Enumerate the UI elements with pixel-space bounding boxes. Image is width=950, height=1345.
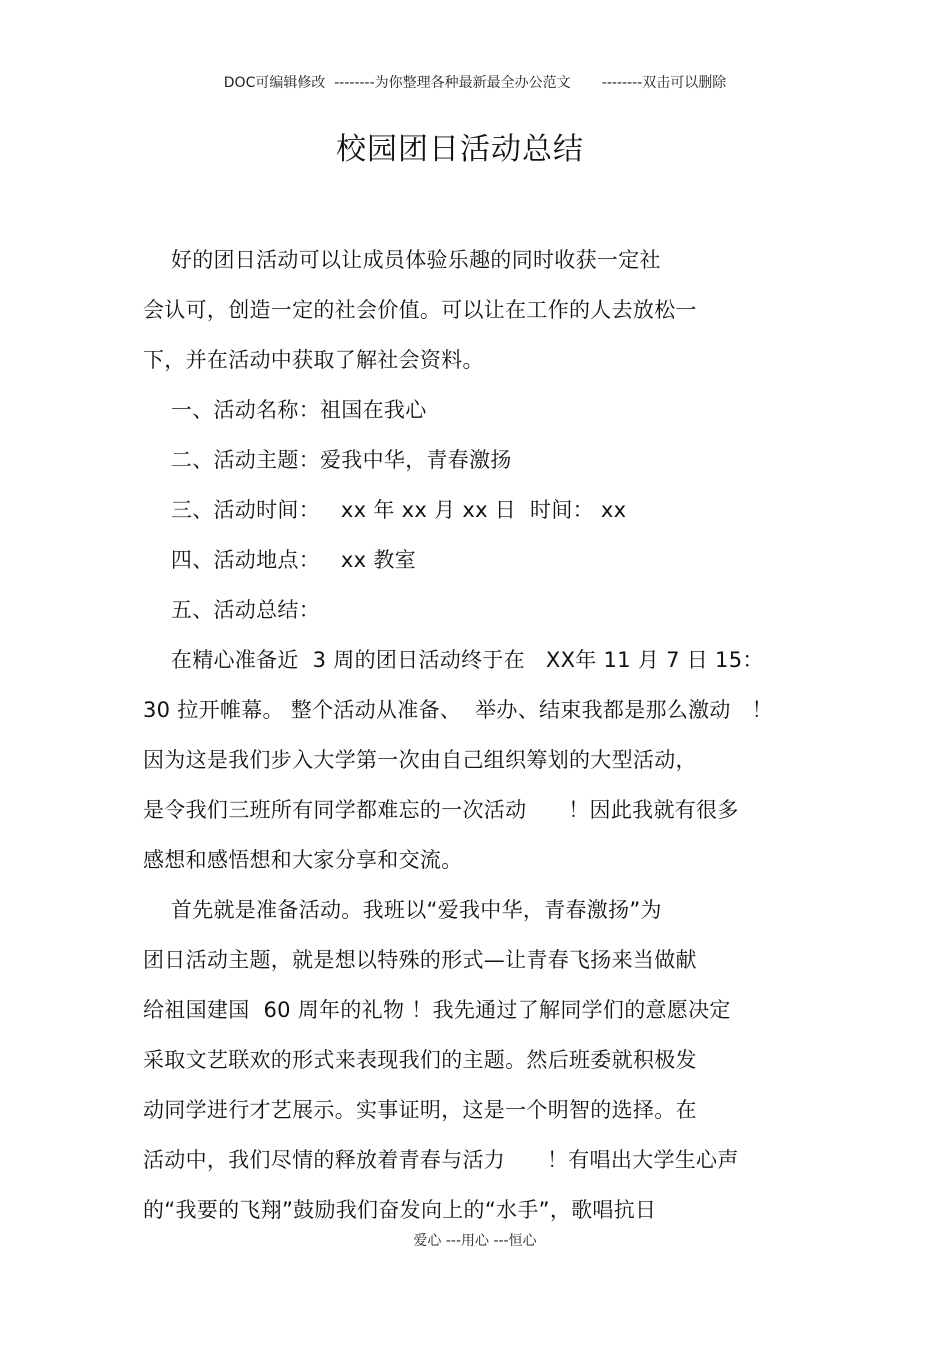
body-line: 是令我们三班所有同学都难忘的一次活动 ！因此我就有很多: [143, 798, 739, 822]
body-line: 下，并在活动中获取了解社会资料。: [143, 348, 484, 372]
body-line: 采取文艺联欢的形式来表现我们的主题。然后班委就积极发: [143, 1048, 697, 1072]
page-footer: 爱心 ---用心 ---恒心: [413, 1233, 537, 1249]
body-line: 五、活动总结：: [143, 598, 321, 622]
body-line: 会认可，创造一定的社会价值。可以让在工作的人去放松一: [143, 298, 697, 322]
body-line: 在精心准备近 3 周的团日活动终于在 XX年 11 月 7 日 15：: [143, 648, 764, 672]
body-line: 动同学进行才艺展示。实事证明，这是一个明智的选择。在: [143, 1098, 697, 1122]
body-line: 30 拉开帷幕。 整个活动从准备、 举办、结束我都是那么激动 ！: [143, 698, 773, 722]
body-line: 团日活动主题，就是想以特殊的形式—让青春飞扬来当做献: [143, 948, 697, 972]
body-line: 三、活动时间： xx 年 xx 月 xx 日 时间： xx: [143, 498, 627, 522]
body-line: 给祖国建国 60 周年的礼物 ！我先通过了解同学们的意愿决定: [143, 998, 731, 1022]
body-line: 活动中，我们尽情的释放着青春与活力 ！有唱出大学生心声: [143, 1148, 739, 1172]
body-line: 感想和感悟想和大家分享和交流。: [143, 848, 463, 872]
body-line: 一、活动名称：祖国在我心: [143, 398, 427, 422]
body-line: 首先就是准备活动。我班以“爱我中华，青春激扬”为: [143, 898, 662, 922]
body-line: 四、活动地点： xx 教室: [143, 548, 416, 572]
body-line: 的“我要的飞翔”鼓励我们奋发向上的“水手”，歌唱抗日: [143, 1198, 657, 1222]
body-line: 二、活动主题：爱我中华，青春激扬: [143, 448, 512, 472]
body-line: 因为这是我们步入大学第一次由自己组织筹划的大型活动，: [143, 748, 697, 772]
document-title: 校园团日活动总结: [336, 132, 584, 167]
body-line: 好的团日活动可以让成员体验乐趣的同时收获一定社: [143, 248, 661, 272]
page-header: DOC可编辑修改 --------为你整理各种最新最全办公范文 --------双击可以删除: [223, 75, 727, 91]
